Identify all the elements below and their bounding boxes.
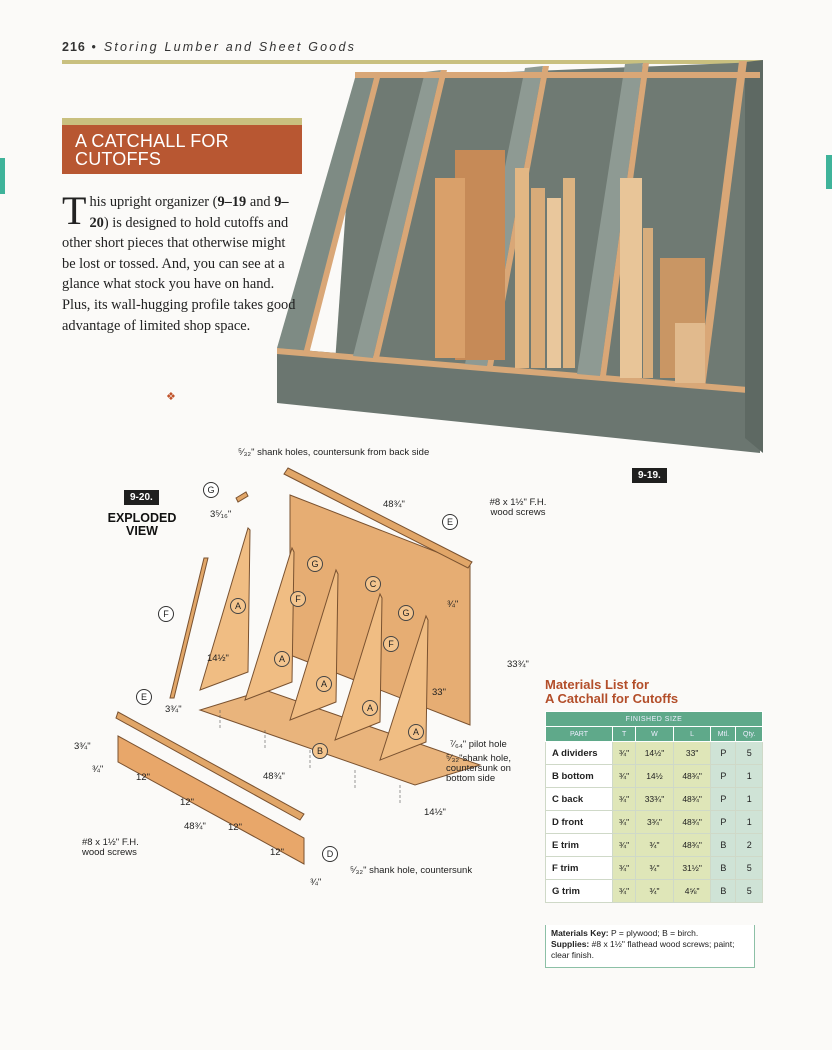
callout-f-1: F [290,591,306,607]
cell-l: 48¾" [673,811,711,834]
cell-w: ¾" [636,857,674,880]
col-mtl: Mtl. [711,727,736,742]
annotation-shank-holes-top: ⁵⁄₃₂" shank holes, countersunk from back side [238,447,430,458]
annotation-screws-bottom: #8 x 1½" F.H. wood screws [82,837,139,858]
page-number: 216 [62,40,86,54]
col-l: L [673,727,711,742]
cell-mtl: P [711,811,736,834]
callout-c: C [365,576,381,592]
cell-w: 14½ [636,765,674,788]
figure-ref-9-20: 9–20 [89,194,289,231]
table-row [546,765,763,788]
cell-w: 14½" [636,742,674,765]
dim-a-width: 14½" [207,653,229,664]
cell-qty: 1 [736,811,763,834]
table-header-group [546,712,763,727]
dim-b-width: 48¾" [263,771,285,782]
cell-l: 48¾" [673,788,711,811]
cell-t: ¾" [613,857,636,880]
col-w: W [636,727,674,742]
callout-a-1: A [230,598,246,614]
cell-mtl: B [711,834,736,857]
left-thumb-tab [0,158,5,194]
body-text-2: and [246,194,275,210]
dim-top-gap: ¾" [447,599,459,610]
cell-l: 31½" [673,857,711,880]
cell-qty: 5 [736,742,763,765]
table-row [546,857,763,880]
running-header [62,40,398,54]
callout-a-2: A [274,651,290,667]
cell-l: 33" [673,742,711,765]
figure-ref-9-19: 9–19 [217,194,247,210]
table-row [546,742,763,765]
callout-a-3: A [316,676,332,692]
annotation-pilot-hole: ⁷⁄₆₄" pilot hole [450,739,507,750]
callout-f-2: F [383,636,399,652]
cell-l: 4⅝" [673,880,711,903]
col-qty: Qty. [736,727,763,742]
cell-part: E trim [546,834,613,857]
cell-part: B bottom [546,765,613,788]
col-part: PART [546,727,613,742]
callout-a-5: A [408,724,424,740]
ornament-icon: ❖ [166,390,176,403]
cell-t: ¾" [613,742,636,765]
callout-g-2: G [307,556,323,572]
dim-spacing-2: 12" [180,797,194,808]
body-paragraph [62,188,298,336]
annotation-shank-bottom: ⁵⁄₃₂"shank hole, countersunk on bottom side [446,753,512,784]
cell-part: C back [546,788,613,811]
table-row [546,788,763,811]
dim-b-depth: 14½" [424,807,446,818]
dim-g-length: 3⁵⁄₁₆" [210,509,232,520]
materials-title [545,678,765,706]
cell-t: ¾" [613,880,636,903]
section-title: Storing Lumber and Sheet Goods [103,40,357,54]
dim-spacing-4: 12" [270,847,284,858]
callout-a-4: A [362,700,378,716]
cell-l: 48¾" [673,765,711,788]
table-row [546,880,763,903]
right-thumb-tab [826,155,832,189]
body-text-1: his upright organizer ( [89,194,218,210]
finished-size-header: FINISHED SIZE [546,712,763,727]
photo-organizer [275,58,765,458]
cell-mtl: B [711,880,736,903]
dim-spacing-3: 12" [228,822,242,833]
cell-qty: 5 [736,880,763,903]
supplies-text: #8 x 1½" flathead wood screws; paint; clear finish. [551,939,735,960]
materials-table [545,711,763,903]
dim-c-width: 48¾" [383,499,405,510]
cell-qty: 2 [736,834,763,857]
cell-part: D front [546,811,613,834]
cell-t: ¾" [613,765,636,788]
materials-title-line-2: A Catchall for Cutoffs [545,691,679,706]
callout-g-3: G [398,605,414,621]
table-header-row [546,727,763,742]
table-row [546,811,763,834]
materials-title-line-1: Materials List for [545,677,650,692]
cell-t: ¾" [613,811,636,834]
cell-qty: 5 [736,857,763,880]
dim-a-height: 33" [432,687,446,698]
dim-d-height: 3¾" [74,741,91,752]
drop-cap: T [62,188,87,233]
cell-mtl: P [711,788,736,811]
cell-qty: 1 [736,788,763,811]
cell-mtl: P [711,742,736,765]
table-row [546,834,763,857]
supplies-label: Supplies: [551,939,590,949]
materials-key-label: Materials Key: [551,928,609,938]
materials-key-text: P = plywood; B = birch. [608,928,699,938]
dim-f-gap: 3¾" [165,704,182,715]
dim-c-height: 33¾" [507,659,529,670]
dim-d-bottom: ¾" [310,877,322,888]
annotation-shank-front: ⁵⁄₃₂" shank hole, countersunk [350,865,473,876]
dim-spacing-1: 12" [136,772,150,783]
cell-w: ¾" [636,834,674,857]
cell-mtl: P [711,765,736,788]
callout-g-1: G [203,482,219,498]
callout-d: D [322,846,338,862]
cell-part: F trim [546,857,613,880]
materials-notes [545,925,755,968]
cell-w: 3¾" [636,811,674,834]
cell-w: 33¾" [636,788,674,811]
cell-w: ¾" [636,880,674,903]
dim-d-length: 48¾" [184,821,206,832]
body-text-3: ) is designed to hold cutoffs and other short pieces that otherwise might be lost or tossed. And, you can see at a glance what stock you have on hand. Plus, its wall-hugging profile takes good advantage of limited shop space. [62,214,296,334]
callout-e-front: E [136,689,152,705]
callout-e-top: E [442,514,458,530]
cell-part: A dividers [546,742,613,765]
cell-t: ¾" [613,834,636,857]
col-t: T [613,727,636,742]
drawing-title: EXPLODED VIEW [107,511,177,538]
figure-label-9-19: 9-19. [632,468,667,483]
callout-b: B [312,743,328,759]
cell-qty: 1 [736,765,763,788]
callout-f-left: F [158,606,174,622]
cell-l: 48¾" [673,834,711,857]
dim-d-thick: ¾" [92,764,104,775]
cell-t: ¾" [613,788,636,811]
headline: A CATCHALL FOR CUTOFFS [75,131,229,169]
figure-label-9-20: 9-20. [124,490,159,505]
header-bullet: • [91,40,99,54]
cell-mtl: B [711,857,736,880]
cell-part: G trim [546,880,613,903]
annotation-screws-top: #8 x 1½" F.H. wood screws [489,497,547,518]
exploded-view-drawing [60,440,540,900]
